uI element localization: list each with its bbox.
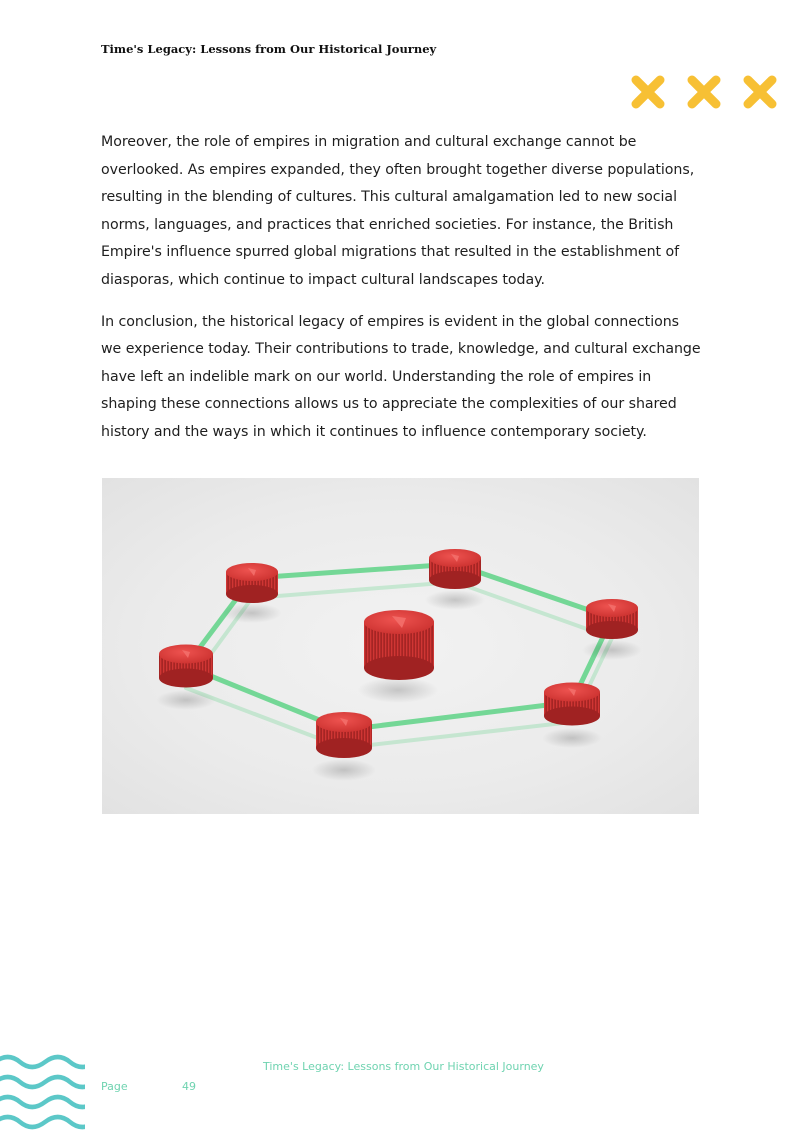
coin <box>316 712 372 758</box>
running-header: Time's Legacy: Lessons from Our Historical Journey <box>101 42 437 56</box>
coin-network-icon <box>102 478 699 814</box>
header-decoration <box>628 72 788 112</box>
wave-decoration-icon <box>0 1052 85 1132</box>
page-number: 49 <box>182 1080 196 1093</box>
footer-title: Time's Legacy: Lessons from Our Historical Journey <box>263 1060 544 1073</box>
x-mark-icon <box>628 72 668 112</box>
coin <box>544 683 600 726</box>
coin-network-illustration <box>102 478 699 814</box>
x-mark-icon <box>740 72 780 112</box>
page-label: Page <box>101 1080 128 1093</box>
x-mark-icon <box>684 72 724 112</box>
coin-stack <box>364 610 434 680</box>
body-text <box>101 129 701 461</box>
coin <box>429 549 481 589</box>
paragraph: Moreover, the role of empires in migration and cultural exchange cannot be overlooked. As empires expanded, they often brought together diverse populations, resulting in the blending of cultures. This cultural amalgamation led to new social norms, languages, and practices that enriched societies. For instance, the British Empire's influence spurred global migrations that resulted in the establishment of diasporas, which continue to impact cultural landscapes today. <box>101 134 695 288</box>
coin <box>586 599 638 639</box>
coin <box>159 645 213 688</box>
coin <box>226 563 278 603</box>
paragraph: In conclusion, the historical legacy of empires is evident in the global connections we experience today. Their contributions to trade, knowledge, and cultural exchange have left an indelible mark on our world. Understanding the role of empires in shaping these connections allows us to appreciate the complexities of our shared history and the ways in which it continues to influence contemporary society. <box>101 313 701 440</box>
